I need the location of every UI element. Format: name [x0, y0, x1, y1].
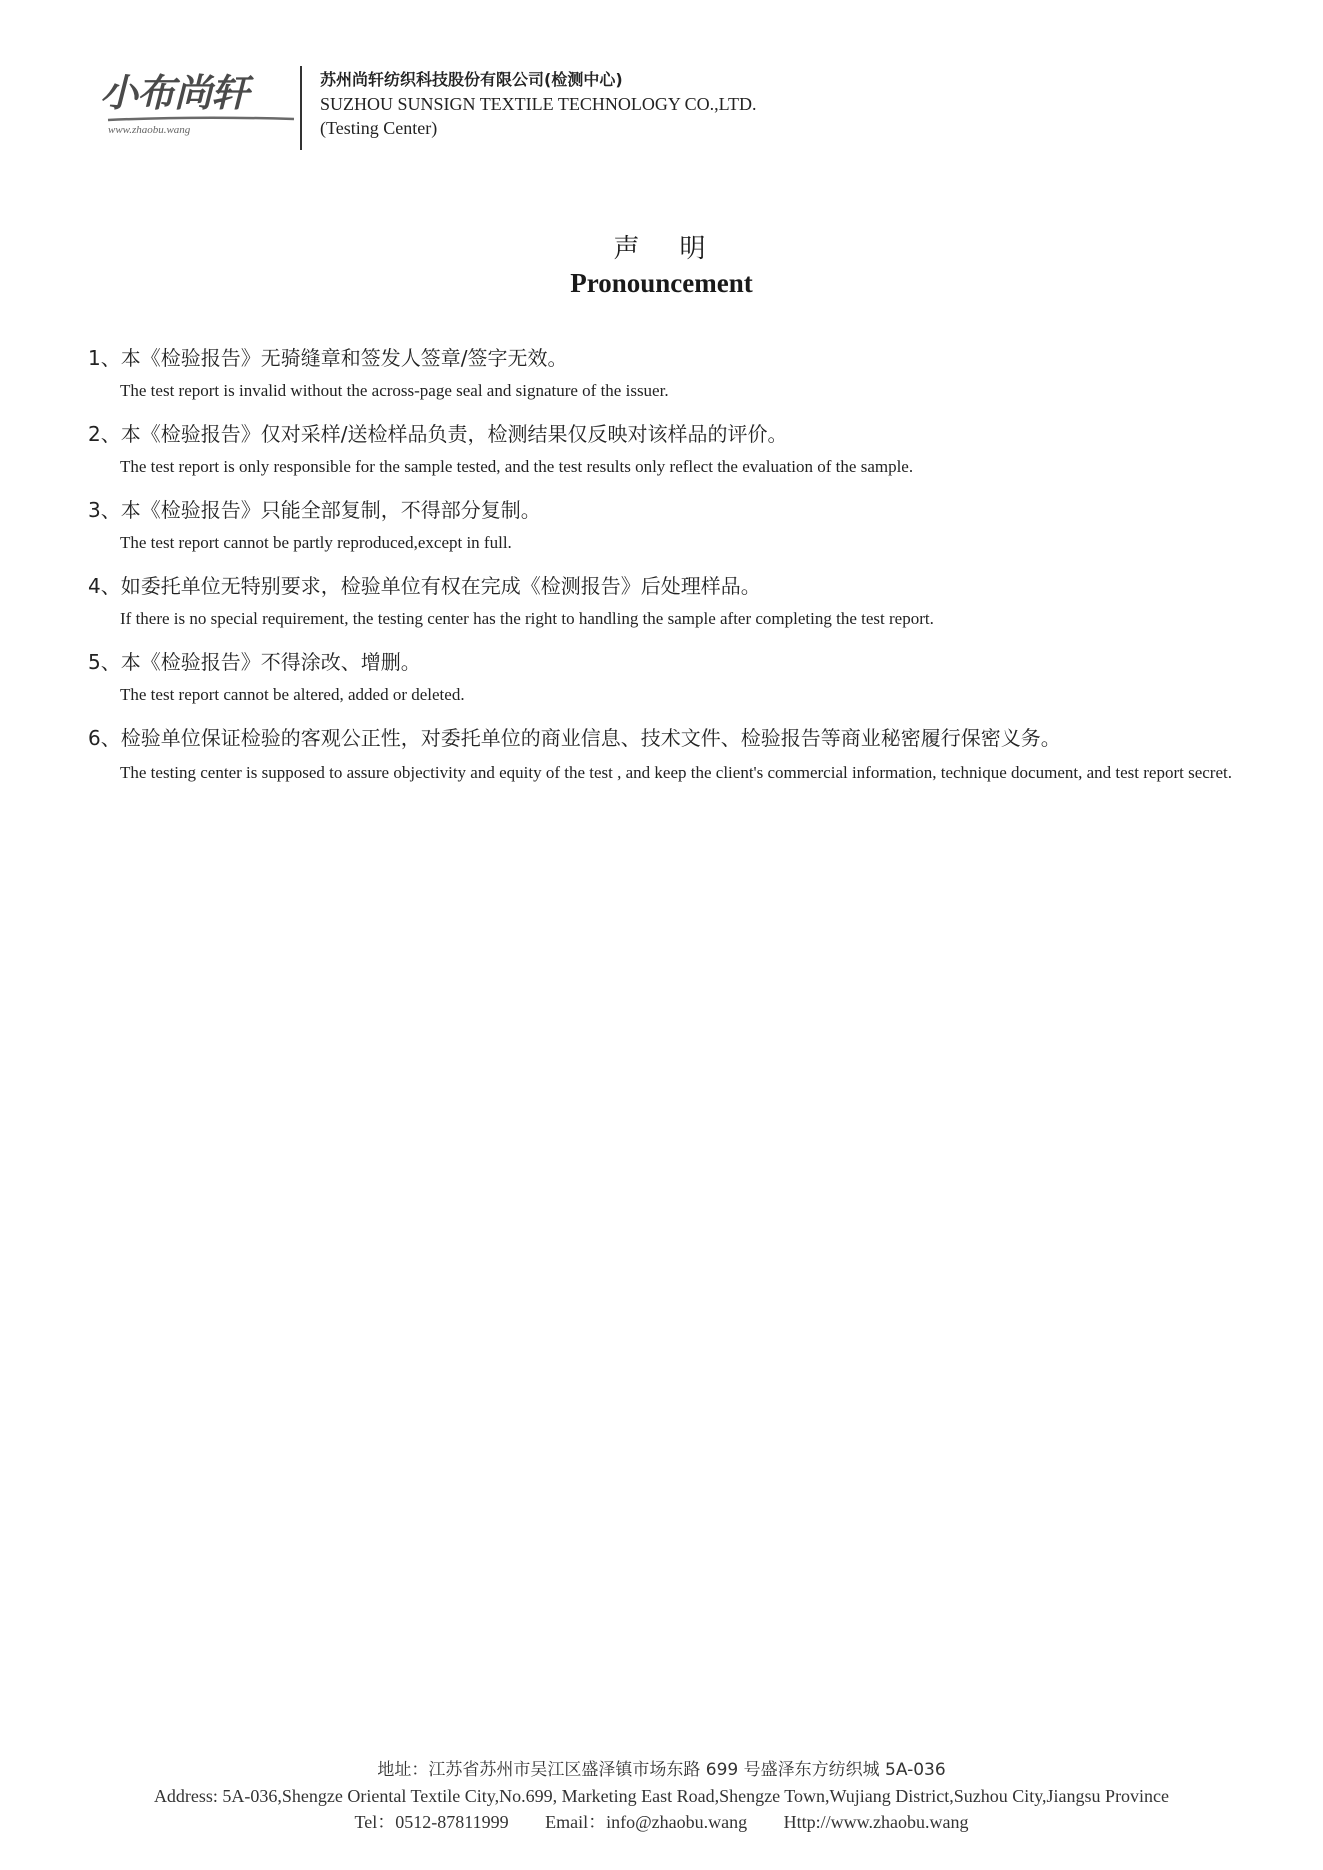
- header-divider: [300, 66, 302, 150]
- address-cn: 地址：江苏省苏州市吴江区盛泽镇市场东路 699 号盛泽东方纺织城 5A-036: [377, 1760, 946, 1780]
- title-en: Pronouncement: [570, 268, 753, 298]
- item-text-cn: 5、本《检验报告》不得涂改、增删。: [88, 650, 421, 674]
- page-footer: [0, 1757, 1323, 1835]
- item-text-en: The test report cannot be partly reproduced,except in full.: [120, 533, 512, 552]
- list-item: [88, 644, 1268, 710]
- title-cn: 声明: [613, 234, 746, 264]
- item-text-en: The test report is invalid without the across-page seal and signature of the issuer.: [120, 381, 669, 400]
- item-text-en: The test report is only responsible for the sample tested, and the test results only reflect the evaluation of the sample.: [120, 457, 914, 476]
- website-link[interactable]: Http://www.zhaobu.wang: [783, 1812, 969, 1832]
- logo-url: www.zhaobu.wang: [108, 124, 191, 136]
- item-text-en: The test report cannot be altered, added or deleted.: [120, 685, 465, 704]
- item-text-cn: 4、如委托单位无特别要求，检验单位有权在完成《检测报告》后处理样品。: [88, 574, 761, 598]
- company-name-cn: 苏州尚轩纺织科技股份有限公司(检测中心): [320, 70, 623, 89]
- item-text-cn: 3、本《检验报告》只能全部复制，不得部分复制。: [88, 498, 541, 522]
- company-info: [320, 68, 757, 140]
- item-text-en: If there is no special requirement, the testing center has the right to handling the sample after completing the test report.: [120, 609, 934, 628]
- logo-swoosh: [106, 114, 296, 124]
- item-text-en: The testing center is supposed to assure objectivity and equity of the test , and keep the client's commercial information, technique document, and test report secret.: [120, 763, 1232, 782]
- logo-mark: 小布尚轩: [100, 71, 249, 115]
- company-name-en: SUZHOU SUNSIGN TEXTILE TECHNOLOGY CO.,LTD.: [320, 94, 757, 114]
- list-item: [88, 720, 1268, 790]
- company-logo: [100, 70, 300, 142]
- letterhead: [100, 62, 860, 154]
- list-item: [88, 416, 1268, 482]
- item-text-cn: 2、本《检验报告》仅对采样/送检样品负责，检测结果仅反映对该样品的评价。: [88, 422, 788, 446]
- email-address[interactable]: Email：info@zhaobu.wang: [545, 1812, 748, 1832]
- address-en: Address: 5A-036,Shengze Oriental Textile City,No.699, Marketing East Road,Shengze Town,Wujiang District,Suzhou City,Jiangsu Province: [153, 1786, 1170, 1806]
- list-item: [88, 340, 1268, 406]
- item-text-cn: 6、检验单位保证检验的客观公正性，对委托单位的商业信息、技术文件、检验报告等商业秘密履行保密义务。: [88, 726, 1061, 750]
- list-item: [88, 568, 1268, 634]
- item-text-cn: 1、本《检验报告》无骑缝章和签发人签章/签字无效。: [88, 346, 568, 370]
- contact-line: [0, 1809, 1323, 1835]
- company-subtitle: (Testing Center): [320, 118, 438, 138]
- pronouncement-list: [88, 340, 1268, 800]
- list-item: [88, 492, 1268, 558]
- phone-number: Tel：0512-87811999: [354, 1812, 509, 1832]
